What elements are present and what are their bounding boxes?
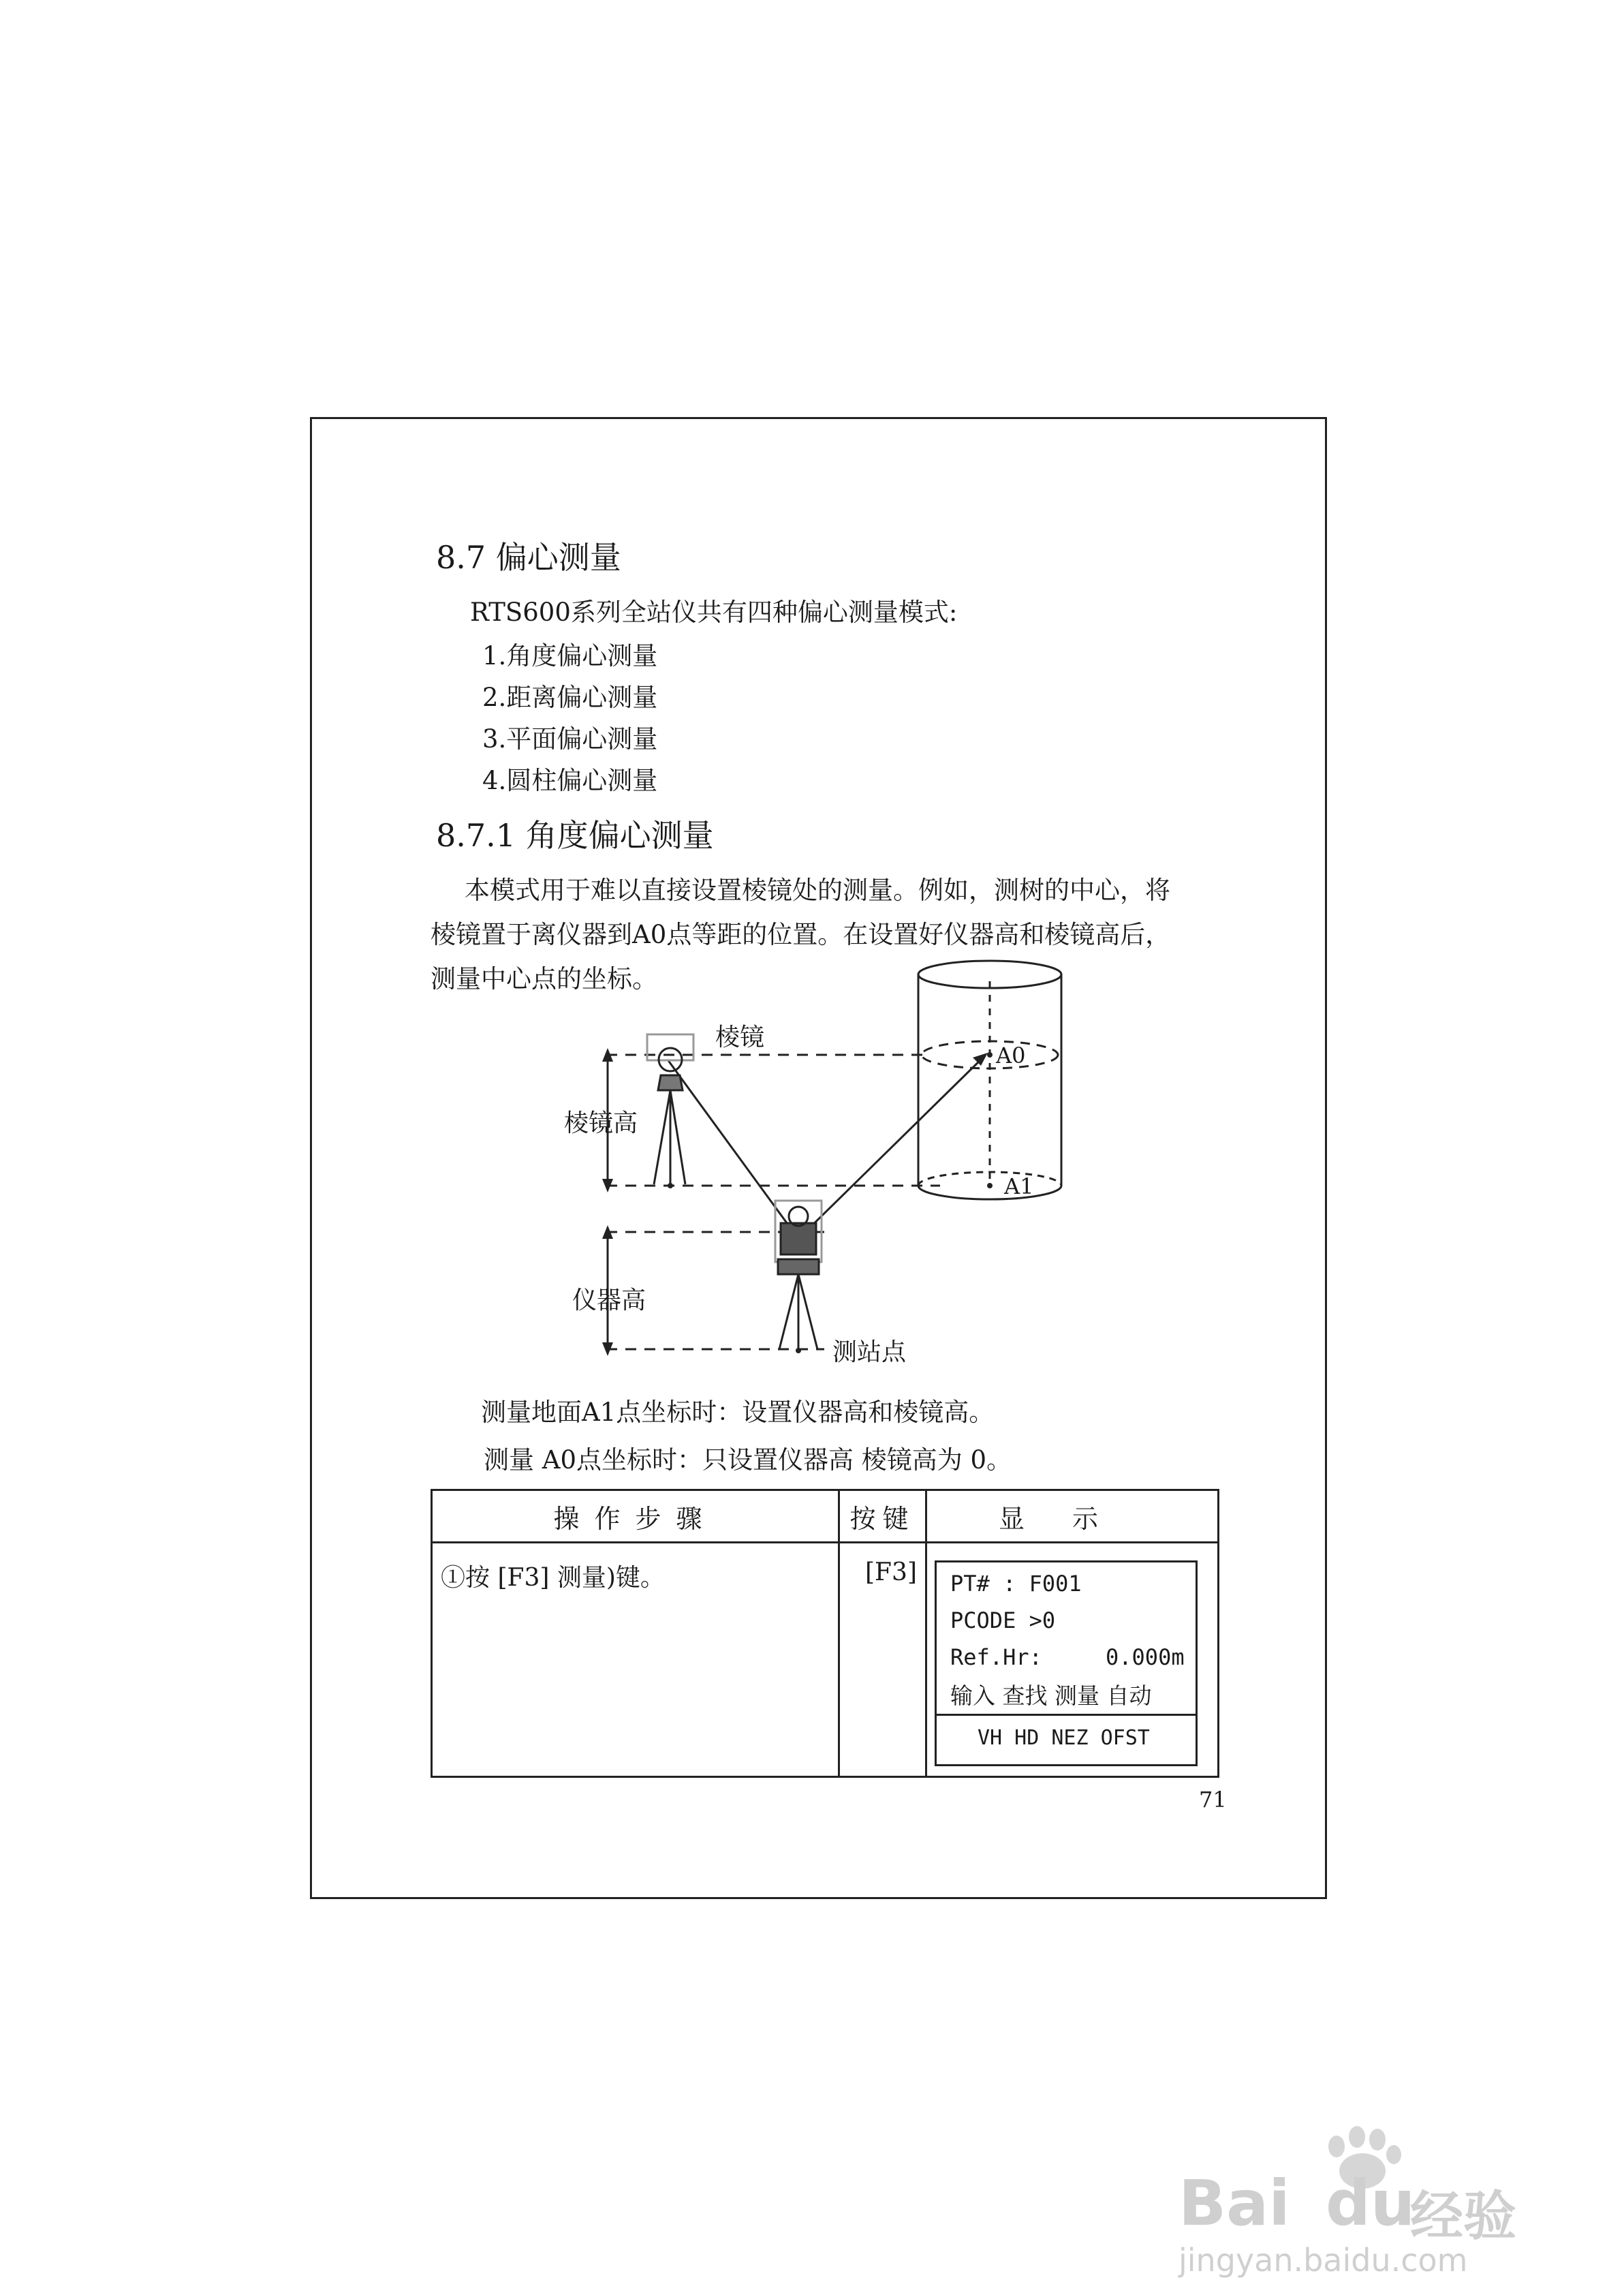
- watermark-product: 经验: [1410, 2186, 1517, 2247]
- note-a1: 测量地面A1点坐标时：设置仪器高和棱镜高。: [481, 1398, 995, 1427]
- section-title: 8.7 偏心测量: [436, 539, 621, 576]
- label-prism: 棱镜: [715, 1023, 765, 1051]
- paragraph-line-3: 测量中心点的坐标。: [431, 964, 657, 994]
- label-instrument-height: 仪器高: [572, 1287, 646, 1314]
- page-number: 71: [1199, 1787, 1227, 1813]
- mode-item-4: 4.圆柱偏心测量: [482, 766, 658, 795]
- screen-separator: [937, 1714, 1196, 1716]
- step-1-key: [F3]: [839, 1543, 926, 1777]
- screen-refhr-value: 0.000m: [1106, 1644, 1185, 1670]
- header-key: 按键: [839, 1490, 926, 1543]
- watermark-url: jingyan.baidu.com: [1178, 2242, 1468, 2279]
- screen-menu: 输入 查找 测量 自动: [950, 1682, 1152, 1709]
- step-1-operation: ①按 [F3] 测量)键。: [432, 1543, 839, 1777]
- label-a0: A0: [996, 1043, 1026, 1068]
- paragraph-line-1: 本模式用于难以直接设置棱镜处的测量。例如，测树的中心，将: [465, 876, 1170, 905]
- screen-refhr-label: Ref.Hr:: [950, 1644, 1042, 1670]
- screen-pcode-line: PCODE >0: [950, 1607, 1056, 1633]
- mode-item-2: 2.距离偏心测量: [482, 683, 658, 712]
- label-prism-height: 棱镜高: [564, 1109, 638, 1137]
- paragraph-line-2: 棱镜置于离仪器到A0点等距的位置。在设置好仪器高和棱镜高后，: [431, 920, 1171, 949]
- label-station: 测站点: [832, 1338, 907, 1366]
- subsection-title: 8.7.1 角度偏心测量: [436, 817, 714, 854]
- section-intro: RTS600系列全站仪共有四种偏心测量模式:: [470, 598, 958, 627]
- mode-item-3: 3.平面偏心测量: [482, 724, 658, 754]
- watermark-brand: Bai: [1178, 2167, 1290, 2240]
- instrument-screen: [935, 1560, 1198, 1766]
- mode-item-1: 1.角度偏心测量: [482, 641, 658, 671]
- header-display: 显示: [926, 1490, 1219, 1543]
- screen-pt-line: PT# : F001: [950, 1571, 1082, 1597]
- note-a0: 测量 A0点坐标时：只设置仪器高 棱镜高为 0。: [484, 1445, 1012, 1475]
- screen-softkeys: VH HD NEZ OFST: [978, 1726, 1150, 1750]
- watermark-brand-2: du: [1326, 2167, 1416, 2240]
- label-a1: A1: [1004, 1173, 1034, 1199]
- baidu-watermark: [1158, 2106, 1540, 2283]
- header-operation: 操作步骤: [432, 1490, 839, 1543]
